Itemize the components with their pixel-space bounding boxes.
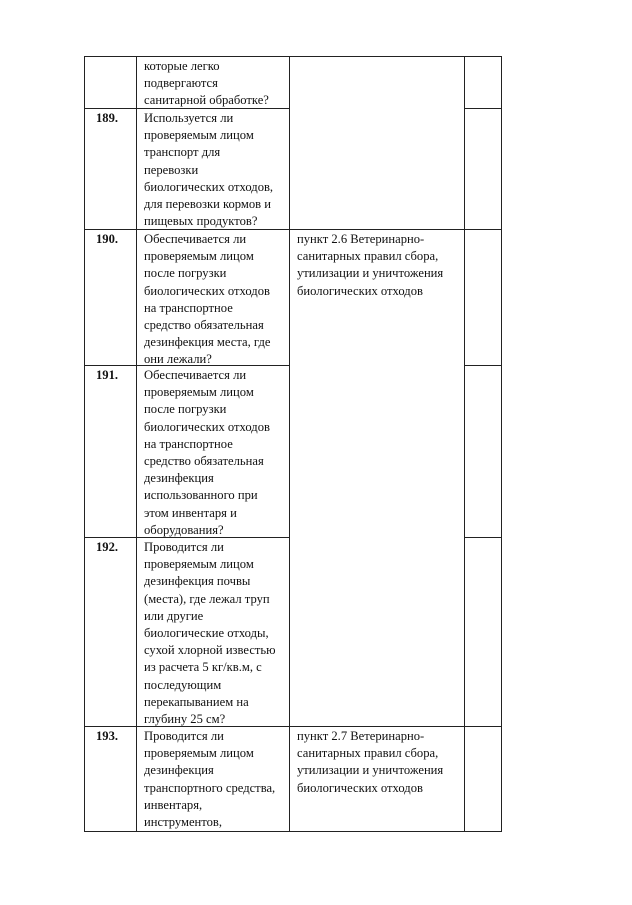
row-number: 193. <box>96 729 119 743</box>
result-divider <box>464 229 502 230</box>
row-number: 191. <box>96 368 119 382</box>
reference-cell: пункт 2.6 Ветеринарно- санитарных правил сбора, утилизации и уничтожения биологических отходов <box>297 232 444 298</box>
column-divider-number <box>136 56 137 832</box>
row-number: 189. <box>96 111 119 125</box>
question-cell: Обеспечивается ли проверяемым лицом после погрузки биологических отходов на транспортное средство обязательная дезинфекция места, где они лежали? <box>144 232 271 367</box>
column-divider-reference <box>464 56 465 832</box>
question-cell: Обеспечивается ли проверяемым лицом после погрузки биологических отходов на транспортное средство обязательная дезинфекция использованного при этом инвентаря и оборудования? <box>144 368 270 537</box>
question-cell: Используется ли проверяемым лицом транспорт для перевозки биологических отходов, для перевозки кормов и пищевых продуктов? <box>144 111 274 229</box>
result-divider <box>464 365 502 366</box>
reference-divider <box>289 229 465 230</box>
question-cell: Проводится ли проверяемым лицом дезинфекция транспортного средства, инвентаря, инструментов, <box>144 729 276 830</box>
question-cell: Проводится ли проверяемым лицом дезинфекция почвы (места), где лежал труп или другие биологические отходы, сухой хлорной известью из расчета 5 кг/кв.м, с последующим перекапыванием на глубину 25 см? <box>144 540 276 727</box>
result-divider <box>464 726 502 727</box>
reference-cell: пункт 2.7 Ветеринарно- санитарных правил сбора, утилизации и уничтожения биологических отходов <box>297 729 444 795</box>
row-number: 190. <box>96 232 119 246</box>
result-divider <box>464 537 502 538</box>
result-divider <box>464 108 502 109</box>
reference-divider <box>289 726 465 727</box>
row-number: 192. <box>96 540 119 554</box>
question-cell: которые легко подвергаются санитарной обработке? <box>144 59 269 108</box>
